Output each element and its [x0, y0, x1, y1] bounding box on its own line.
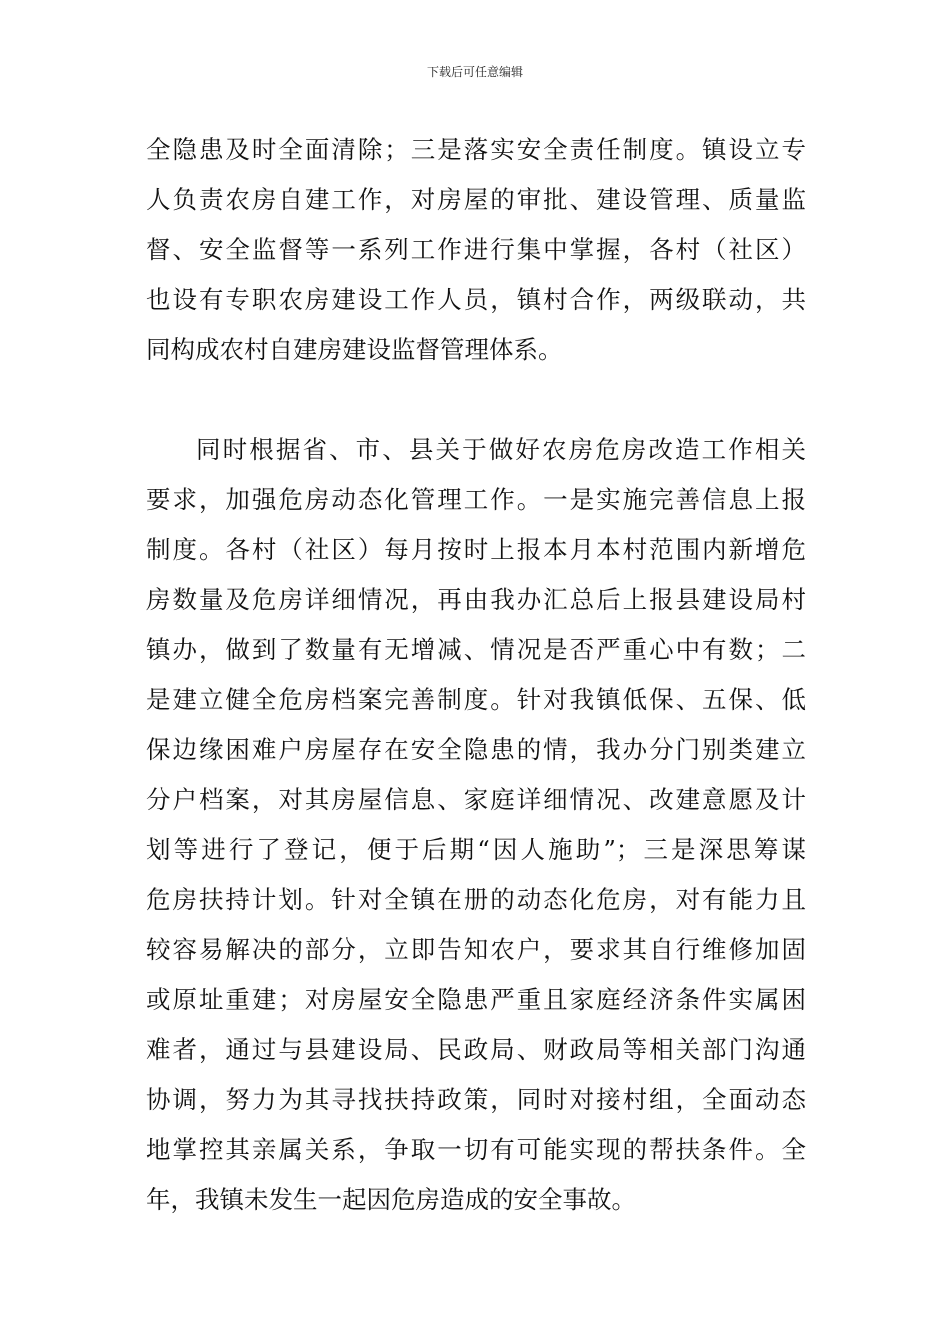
paragraph-2-line-3: 制度。各村（社区）每月按时上报本月本村范围内新增危 — [146, 535, 806, 564]
paragraph-2-line-8: 分户档案，对其房屋信息、家庭详细情况、改建意愿及计 — [146, 785, 806, 814]
paragraph-1-line-2: 人负责农房自建工作，对房屋的审批、建设管理、质量监 — [146, 185, 806, 214]
paragraph-2-line-1: 同时根据省、市、县关于做好农房危房改造工作相关 — [196, 435, 806, 464]
paragraph-2-line-4: 房数量及危房详细情况，再由我办汇总后上报县建设局村 — [146, 585, 806, 614]
paragraph-2-line-6: 是建立健全危房档案完善制度。针对我镇低保、五保、低 — [146, 685, 806, 714]
paragraph-2-line-2: 要求，加强危房动态化管理工作。一是实施完善信息上报 — [146, 485, 806, 514]
paragraph-2-line-14: 协调，努力为其寻找扶持政策，同时对接村组，全面动态 — [146, 1085, 806, 1114]
paragraph-2-line-12: 或原址重建；对房屋安全隐患严重且家庭经济条件实属困 — [146, 985, 806, 1014]
paragraph-2-line-15: 地掌控其亲属关系，争取一切有可能实现的帮扶条件。全 — [146, 1135, 806, 1164]
paragraph-2-line-16: 年，我镇未发生一起因危房造成的安全事故。 — [146, 1185, 636, 1214]
paragraph-2-line-10: 危房扶持计划。针对全镇在册的动态化危房，对有能力且 — [146, 885, 806, 914]
paragraph-1-line-1: 全隐患及时全面清除；三是落实安全责任制度。镇设立专 — [146, 135, 806, 164]
paragraph-1-line-3: 督、安全监督等一系列工作进行集中掌握，各村（社区） — [146, 235, 806, 264]
paragraph-2-line-13: 难者，通过与县建设局、民政局、财政局等相关部门沟通 — [146, 1035, 806, 1064]
paragraph-1-line-5: 同构成农村自建房建设监督管理体系。 — [146, 335, 563, 364]
page-header: 下载后可任意编辑 — [426, 65, 523, 79]
paragraph-2-line-9: 划等进行了登记，便于后期“因人施助”；三是深思筹谋 — [146, 835, 806, 864]
paragraph-2-line-5: 镇办，做到了数量有无增减、情况是否严重心中有数；二 — [146, 635, 806, 664]
paragraph-1-line-4: 也设有专职农房建设工作人员，镇村合作，两级联动，共 — [146, 285, 806, 314]
paragraph-2-line-7: 保边缘困难户房屋存在安全隐患的情，我办分门别类建立 — [146, 735, 806, 764]
paragraph-2-line-11: 较容易解决的部分，立即告知农户，要求其自行维修加固 — [146, 935, 806, 964]
